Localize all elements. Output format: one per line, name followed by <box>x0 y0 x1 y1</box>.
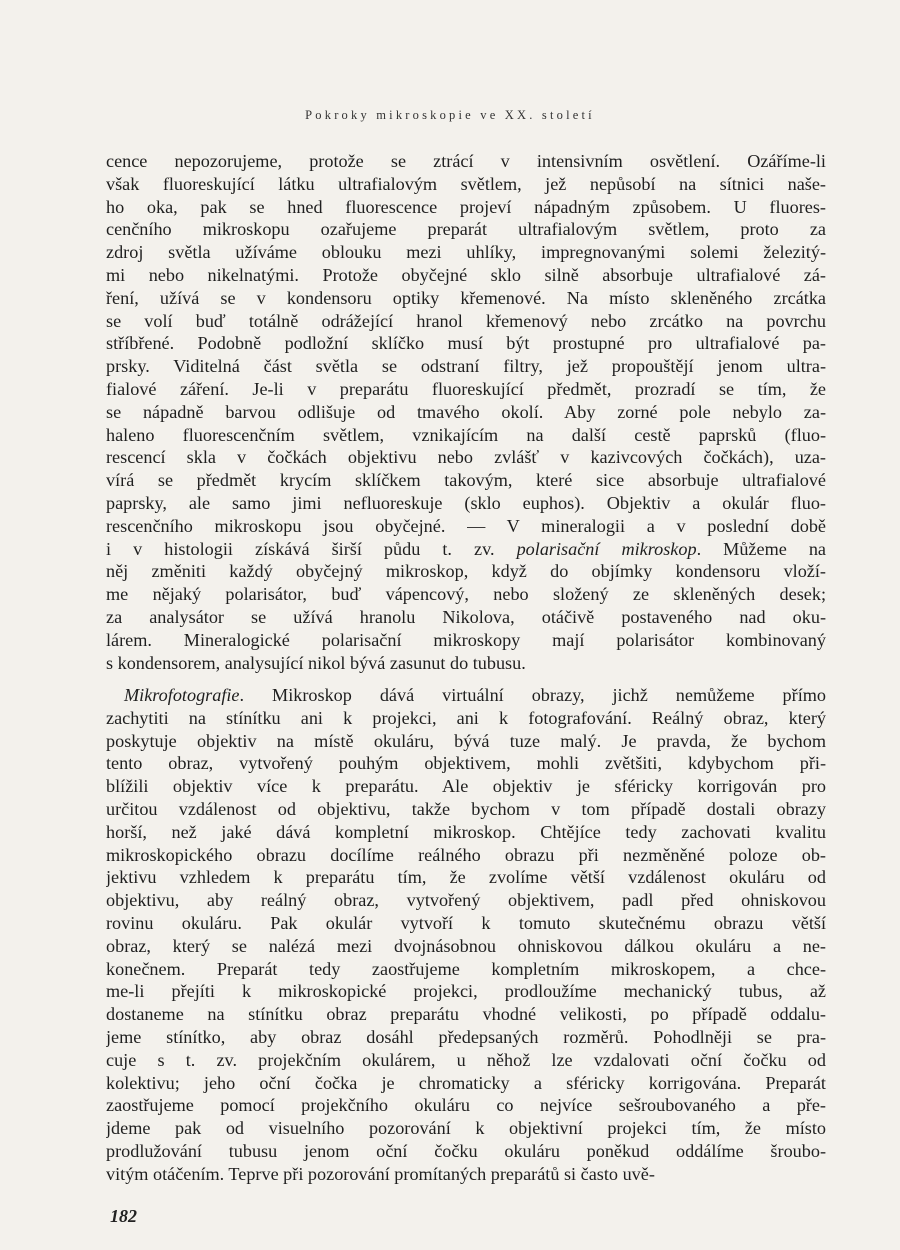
text-line: poskytuje objektiv na místě okuláru, bývá tuze malý. Je pravda, že bychom <box>106 730 826 751</box>
text-line: konečnem. Preparát tedy zaostřujeme kompletním mikroskopem, a chce- <box>106 958 826 979</box>
text-line: obraz, který se nalézá mezi dvojnásobnou ohniskovou dálkou okuláru a ne- <box>106 935 826 956</box>
text-line: me nějaký polarisátor, buď vápencový, nebo složený ze skleněných desek; <box>106 584 826 605</box>
text-line: však fluoreskující látku ultrafialovým světlem, jež nepůsobí na sítnici naše- <box>106 173 826 194</box>
text-line: vitým otáčením. Teprve při pozorování promítaných preparátů si často uvě- <box>106 1163 655 1184</box>
text-line: stříbřené. Podobně podložní sklíčko musí být prostupné pro ultrafialové pa- <box>106 333 826 354</box>
page-number: 182 <box>110 1206 137 1226</box>
text-line: cuje s t. zv. projekčním okulárem, u něhož lze vzdalovati oční čočku od <box>106 1049 826 1070</box>
text-line: určitou vzdálenost od objektivu, takže bychom v tom případě dostali obrazy <box>106 798 826 819</box>
text-line: kolektivu; jeho oční čočka je chromaticky a sféricky korrigována. Preparát <box>106 1072 826 1093</box>
text-line: za analysátor se užívá hranolu Nikolova, otáčivě postaveného nad oku- <box>106 606 826 627</box>
text-line: zdroj světla užíváme oblouku mezi uhlíky, impregnovanými solemi železitý- <box>106 242 826 263</box>
text-line: s kondensorem, analysující nikol bývá zasunut do tubusu. <box>106 652 526 673</box>
italic-term: Mikrofotografie <box>124 685 240 705</box>
text-line: cence nepozorujeme, protože se ztrácí v intensivním osvětlení. Ozáříme-li <box>106 151 826 171</box>
text-line: se volí buď totálně odrážející hranol křemenový nebo zrcátko na povrchu <box>106 310 826 331</box>
text-line: rescenčního mikroskopu jsou obyčejné. — V mineralogii a v poslední době <box>106 515 826 536</box>
text-line: jdeme pak od visuelního pozorování k objektivní projekci tím, že místo <box>106 1118 826 1139</box>
paragraph-microphotography <box>106 684 826 1186</box>
text-line: něj změniti každý obyčejný mikroskop, když do objímky kondensoru vloží- <box>106 561 826 582</box>
text-line: zaostřujeme pomocí projekčního okuláru co nejvíce sešroubovaného a pře- <box>106 1095 826 1116</box>
paragraph-polarisation <box>106 150 826 674</box>
text-line: mi nebo nikelnatými. Protože obyčejné sklo silně absorbuje ultrafialové zá- <box>106 264 826 285</box>
text-line: me-li přejíti k mikroskopické projekci, prodloužíme mechanický tubus, až <box>106 981 826 1002</box>
running-header: Pokroky mikroskopie ve XX. století <box>305 108 595 122</box>
text-line: tento obraz, vytvořený pouhým objektivem, mohli zvětšiti, kdybychom při- <box>106 753 826 774</box>
text-line: paprsky, ale samo jimi nefluoreskuje (sklo euphos). Objektiv a okulár fluo- <box>106 492 826 513</box>
text-line: dostaneme na stínítku obraz preparátu vhodné velikosti, po případě oddalu- <box>106 1004 826 1025</box>
text-line: Mikrofotografie. Mikroskop dává virtuální obrazy, jichž nemůžeme přímo <box>124 685 826 705</box>
text-line: blížili objektiv více k preparátu. Ale objektiv je sféricky korrigován pro <box>106 776 826 797</box>
text-line: mikroskopického obrazu docílíme reálného obrazu při nezměněné poloze ob- <box>106 844 826 865</box>
text-line: rovinu okuláru. Pak okulár vytvoří k tomuto skutečnému obrazu větší <box>106 912 826 933</box>
text-line: cenčního mikroskopu ozařujeme preparát ultrafialovým světlem, proto za <box>106 219 826 240</box>
text-line: i v histologii získává širší půdu t. zv. polarisační mikroskop. Můžeme na <box>106 538 826 559</box>
text-line: horší, než jaké dává kompletní mikroskop. Chtějíce tedy zachovati kvalitu <box>106 821 826 842</box>
text-line: fialové záření. Je-li v preparátu fluoreskující předmět, prozradí se tím, že <box>106 378 826 399</box>
text-line: prodlužování tubusu jenom oční čočku okuláru poněkud oddálíme šroubo- <box>106 1140 826 1161</box>
text-line: prsky. Viditelná část světla se odstraní filtry, jež propouštějí jenom ultra- <box>106 356 826 377</box>
text-line: haleno fluorescenčním světlem, vznikajícím na další cestě paprsků (fluo- <box>106 424 826 445</box>
text-line: zachytiti na stínítku ani k projekci, ani k fotografování. Reálný obraz, který <box>106 707 826 728</box>
text-line: lárem. Mineralogické polarisační mikroskopy mají polarisátor kombinovaný <box>106 629 826 650</box>
text-line: se nápadně barvou odlišuje od tmavého okolí. Aby zorné pole nebylo za- <box>106 401 826 422</box>
italic-term: polarisační mikroskop <box>516 538 697 559</box>
text-line: jeme stínítko, aby obraz dosáhl předepsaných rozměrů. Pohodlněji se pra- <box>106 1026 826 1047</box>
text-line: objektivu, aby reálný obraz, vytvořený objektivem, padl před ohniskovou <box>106 890 826 911</box>
text-line: jektivu vzhledem k preparátu tím, že zvolíme větší vzdálenost okuláru od <box>106 867 826 888</box>
text-line: ho oka, pak se hned fluorescence projeví nápadným způsobem. U fluores- <box>106 196 826 217</box>
text-line: vírá se předmět krycím sklíčkem takovým, které sice absorbuje ultrafialové <box>106 470 826 491</box>
text-line: ření, užívá se v kondensoru optiky křemenové. Na místo skleněného zrcátka <box>106 287 826 308</box>
text-line: rescencí skla v čočkách objektivu nebo zvlášť v kazivcových čočkách), uza- <box>106 447 826 468</box>
